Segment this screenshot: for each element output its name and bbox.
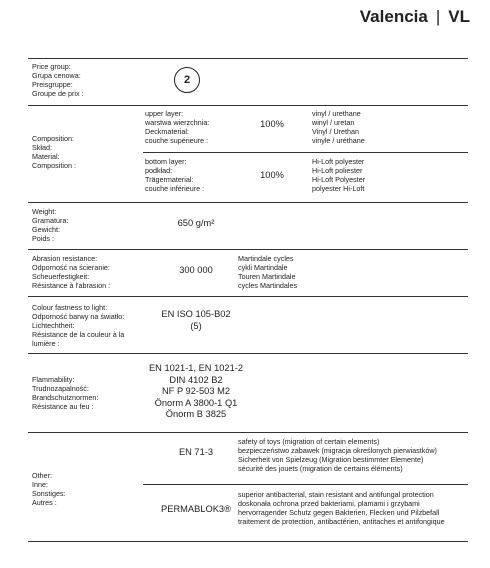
flammability-row xyxy=(28,353,468,432)
composition-labels: Composition: Skład: Material: Composition : xyxy=(32,134,76,170)
upper-layer-materials: vinyl / urethane winyl / uretan Vinyl / Urethan vinyle / uréthane xyxy=(312,109,365,145)
composition-row xyxy=(28,105,468,202)
abrasion-labels: Abrasion resistance: Odporność na ścieranie: Scheuerfestigkeit: Résistance à l'abrasion : xyxy=(32,254,111,290)
flammability-labels: Flammability: Trudnozapalność: Brandschutznormen: Résistance au feu : xyxy=(32,375,99,411)
price-group-row xyxy=(28,58,468,105)
upper-layer-percent: 100% xyxy=(260,119,284,129)
permablok-description: superior antibacterial, stain resistant and antifungal protection doskonała ochrona przed bakteriami, plamami i grzybami hervorragender Schutz gegen Bakterien, Flecken und Pilzbefall traitement de protection, antibactérien, antitaches et antifongique xyxy=(238,490,445,526)
abrasion-units: Martindale cycles cykli Martindale Touren Martindale cycles Martindales xyxy=(238,254,298,290)
toy-safety-value: EN 71-3 xyxy=(178,447,214,457)
other-divider xyxy=(143,484,468,485)
abrasion-row xyxy=(28,249,468,296)
permablok-value: PERMABLOK3® xyxy=(161,504,231,514)
light-fastness-row xyxy=(28,296,468,353)
composition-divider xyxy=(143,152,468,153)
price-group-labels: Price group: Grupa cenowa: Preisgruppe: Groupe de prix : xyxy=(32,62,84,98)
bottom-layer-labels: bottom layer: podkład: Trägermaterial: couche inférieure : xyxy=(145,157,205,193)
price-group-badge: 2 xyxy=(174,67,200,93)
page-title xyxy=(0,7,470,27)
weight-labels: Weight: Gramatura: Gewicht: Poids : xyxy=(32,207,69,243)
abrasion-value: 300 000 xyxy=(179,265,213,275)
title-separator: | xyxy=(435,7,441,26)
weight-value: 650 g/m² xyxy=(177,218,215,228)
light-fastness-labels: Colour fastness to light: Odporność barwy na światło: Lichtechtheit: Résistance de la couleur à la lumière : xyxy=(32,303,125,348)
other-labels: Other: Inne: Sonstiges: Autres : xyxy=(32,471,66,507)
flammability-values: EN 1021-1, EN 1021-2 DIN 4102 B2 NF P 92-503 M2 Önorm A 3800-1 Q1 Önorm B 3825 xyxy=(148,363,244,419)
bottom-layer-percent: 100% xyxy=(260,170,284,180)
spec-table xyxy=(28,58,468,542)
product-name: Valencia xyxy=(359,7,428,26)
toy-safety-description: safety of toys (migration of certain elements) bezpieczeństwo zabawek (migracja określonych pierwiastków) Sicherheit von Spielzeug (Migration bestimmter Elemente) sécurité des jouets (migration de certains éléments) xyxy=(238,437,437,473)
other-row xyxy=(28,432,468,542)
upper-layer-labels: upper layer: warstwa wierzchnia: Deckmaterial: couche supérieure : xyxy=(145,109,210,145)
bottom-layer-materials: Hi-Loft polyester Hi-Loft poliester Hi-Loft Polyester polyester Hi-Loft xyxy=(312,157,366,193)
light-fastness-values: EN ISO 105-B02 (5) xyxy=(161,309,231,331)
weight-row xyxy=(28,202,468,249)
product-code: VL xyxy=(448,7,470,26)
